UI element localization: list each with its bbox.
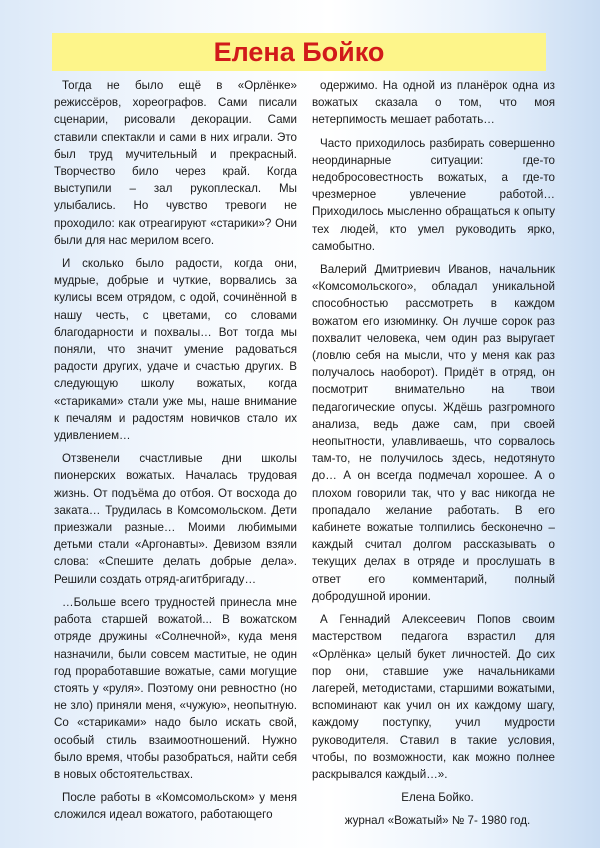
- title-banner: [52, 33, 546, 71]
- paragraph: Часто приходилось разбирать совершенно неординарные ситуации: где-то недобросовестность вожатых, а где-то чрезмерное увлечение работой… Приходилось мысленно обращаться к опыту тех людей, кто умел руководить ярко, самобытно.: [312, 136, 555, 253]
- paragraph: И сколько было радости, когда они, мудрые, добрые и чуткие, ворвались за кулисы всем отрядом, с одой, сочинённой в нашу честь, с цветами, со словами благодарности и похвалы… Вот тогда мы поняли, что значит умение радоваться радости других, удаче и счастью других. В следующую школу вожатых, когда «стариками» стали уже мы, наше внимание к печалям и радостям новичков стало их удивлением…: [54, 257, 297, 443]
- page-title: Елена Бойко: [213, 36, 385, 67]
- paragraph: А Геннадий Алексеевич Попов своим мастерством педагога взрастил для «Орлёнка» целый букет личностей. До сих пор они, ставшие уже начальниками лагерей, методистами, старшими вожатыми, вспоминают как учил он их каждому шагу, каждому поступку, учил мудрости руководителя. Ставил в такие условия, чтобы, по возможности, как можно полнее раскрывался каждый…».: [312, 613, 555, 781]
- paragraph: …Больше всего трудностей принесла мне работа старшей вожатой... В вожатском отряде дружины «Солнечной», куда меня назначили, были совсем маститые, не один год проработавшие вожатые, сами могущие стоять у «руля». Поэтому они ревностно (но не зло) приняли меня, «чужую», неопытную. Со «стариками» надо было искать свой, особый стиль взаимоотношений. Нужно было время, чтобы разобраться, найти себя в новых обстоятельствах.: [54, 595, 297, 781]
- paragraph: Отзвенели счастливые дни школы пионерских вожатых. Началась трудовая жизнь. От подъёма до отбоя. От восхода до заката… Трудилась в Комсомольском. Дети приезжали разные… Моими любимыми детьми стали «Аргонавты». Девизом взяли слова: «Спешите делать добрые дела». Решили создать отряд-агитбригаду…: [54, 452, 297, 586]
- paragraph: одержимо. На одной из планёрок одна из вожатых сказала о том, что моя нетерпимость мешает работать…: [312, 79, 555, 127]
- right-column: [312, 77, 555, 836]
- paragraph: Тогда не было ещё в «Орлёнке» режиссёров, хореографов. Сами писали сценарии, рисовали декорации. Сами ставили спектакли и сами в них играли. Это был труд мучительный и прекрасный. Творчество било через край. Когда выступили – зал рукоплескал. Мы улыбались. Но чувство тревоги не проходило: как отреагируют «старики»? Они были для нас мерилом всего.: [54, 79, 297, 247]
- paragraph: Валерий Дмитриевич Иванов, начальник «Комсомольского», обладал уникальной способностью рассмотреть в каждом вожатом его изюминку. Он лучше сорок раз похвалит человека, чем один раз выругает (ловлю себя на мысли, что у меня как раз получалось наоборот). Придёт в отряд, он посмотрит внимательно на твои педагогические опусы. Ждёшь разгромного анализа, ведь даже сам, при своей неопытности, улавливаешь, что сорвалось там-то, не получилось здесь, недотянуто до… А он всегда подмечал хорошее. А о плохом говорили так, что у вас никогда не пропадало желание работать. В его кабинете вожатые толпились бесконечно – каждый считал долгом рассказывать о текущих делах в отряде и прослушать в ответ его комментарий, полный добродушной иронии.: [312, 263, 555, 603]
- left-column: [54, 77, 297, 830]
- source-citation: журнал «Вожатый» № 7- 1980 год.: [344, 814, 531, 828]
- signature: Елена Бойко.: [401, 791, 474, 805]
- paragraph: После работы в «Комсомольском» у меня сложился идеал вожатого, работающего: [54, 791, 297, 822]
